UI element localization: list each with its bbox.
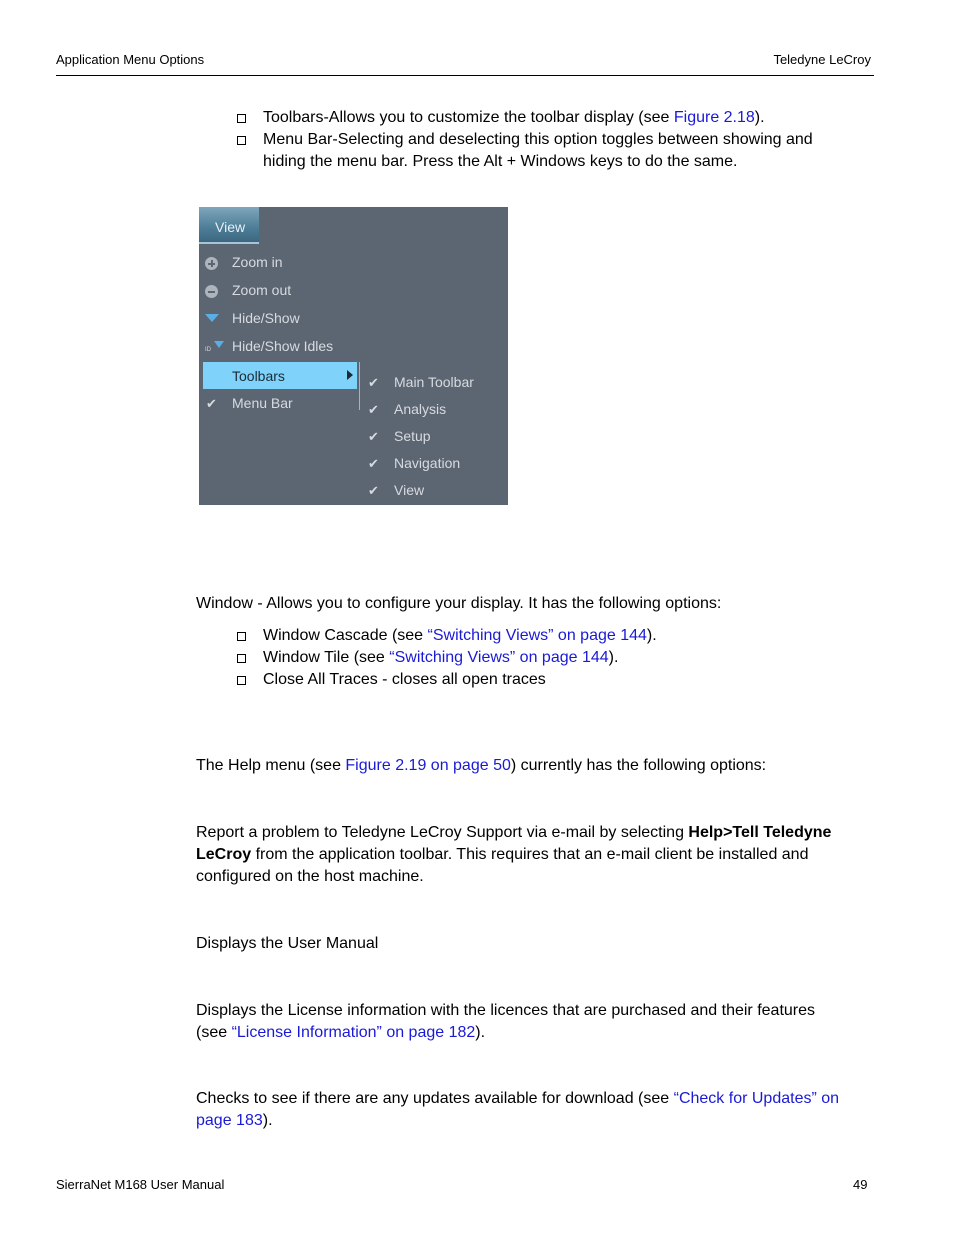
link-figure-2-18[interactable]: Figure 2.18: [673, 109, 755, 126]
checkmark-icon: ✔: [368, 456, 379, 471]
page-number: 49: [853, 1177, 868, 1192]
manual-paragraph: Displays the User Manual: [196, 935, 379, 952]
link-check-for-updates-page[interactable]: page 183: [196, 1112, 263, 1129]
help-paragraph: The Help menu (see Figure 2.19 on page 50) currently has the following options:: [196, 757, 767, 774]
bullet-box-icon: [237, 136, 246, 145]
submenu-arrow-icon: [347, 370, 353, 380]
checkmark-icon: ✔: [368, 483, 379, 498]
running-header-title: Application Menu Options: [56, 52, 205, 67]
bullet-menu-bar: Menu Bar-Selecting and deselecting this option toggles between showing and hiding the menu bar. Press the Alt + Windows keys to do the same.: [263, 131, 813, 170]
checkmark-icon: ✔: [368, 402, 379, 417]
submenu-item-main-toolbar: Main Toolbar: [394, 374, 474, 390]
bullet-window-tile: Window Tile (see “Switching Views” on page 144).: [263, 649, 619, 666]
bullet-box-icon: [237, 654, 246, 663]
report-paragraph: Report a problem to Teledyne LeCroy Support via e-mail by selecting Help>Tell Teledyne LeCroy from the application toolbar. This requires that an e-mail client be installed and configured on the host machine.: [196, 824, 832, 885]
link-figure-2-19[interactable]: Figure 2.19 on page 50: [345, 757, 511, 774]
submenu-item-analysis: Analysis: [394, 401, 447, 417]
filter-idles-icon: ID: [205, 341, 223, 354]
menu-item-toolbars: Toolbars: [203, 362, 357, 389]
bullet-close-all-traces: Close All Traces - closes all open traces: [263, 671, 546, 688]
link-license-information[interactable]: “License Information” on page 182: [231, 1024, 476, 1041]
menu-item-zoom-in: Zoom in: [232, 254, 283, 270]
running-header-brand: Teledyne LeCroy: [773, 52, 871, 67]
zoom-in-icon: [205, 257, 218, 270]
menu-separator: [359, 362, 360, 410]
bullet-box-icon: [237, 676, 246, 685]
view-menu-tab: View: [199, 207, 259, 242]
bullet-box-icon: [237, 114, 246, 123]
bullet-toolbars: Toolbars-Allows you to customize the toolbar display (see Figure 2.18).: [263, 109, 765, 126]
zoom-out-icon: [205, 285, 218, 298]
submenu-item-setup: Setup: [394, 428, 431, 444]
submenu-item-navigation: Navigation: [394, 455, 461, 471]
filter-icon: [205, 314, 219, 322]
link-switching-views[interactable]: “Switching Views” on page 144: [389, 649, 609, 666]
bullet-window-cascade: Window Cascade (see “Switching Views” on page 144).: [263, 627, 657, 644]
checkmark-icon: ✔: [368, 375, 379, 390]
checkmark-icon: ✔: [368, 429, 379, 444]
link-check-for-updates[interactable]: “Check for Updates” on: [673, 1090, 840, 1107]
view-menu-screenshot: [199, 207, 508, 505]
updates-paragraph: Checks to see if there are any updates available for download (see “Check for Updates” on page 183).: [196, 1090, 840, 1129]
bullet-box-icon: [237, 632, 246, 641]
menu-item-menu-bar: Menu Bar: [232, 395, 293, 411]
menu-item-zoom-out: Zoom out: [232, 282, 292, 298]
checkmark-icon: ✔: [206, 396, 217, 411]
header-rule: [56, 75, 874, 76]
link-switching-views[interactable]: “Switching Views” on page 144: [427, 627, 647, 644]
menu-item-hide-show-idles: Hide/Show Idles: [232, 338, 334, 354]
menu-item-hide-show: Hide/Show: [232, 310, 300, 326]
submenu-item-view: View: [394, 482, 425, 498]
window-paragraph: Window - Allows you to configure your display. It has the following options:: [196, 595, 722, 612]
footer-manual-title: SierraNet M168 User Manual: [56, 1177, 225, 1192]
license-paragraph: Displays the License information with the licences that are purchased and their features (see “License Information” on page 182).: [196, 1002, 816, 1041]
